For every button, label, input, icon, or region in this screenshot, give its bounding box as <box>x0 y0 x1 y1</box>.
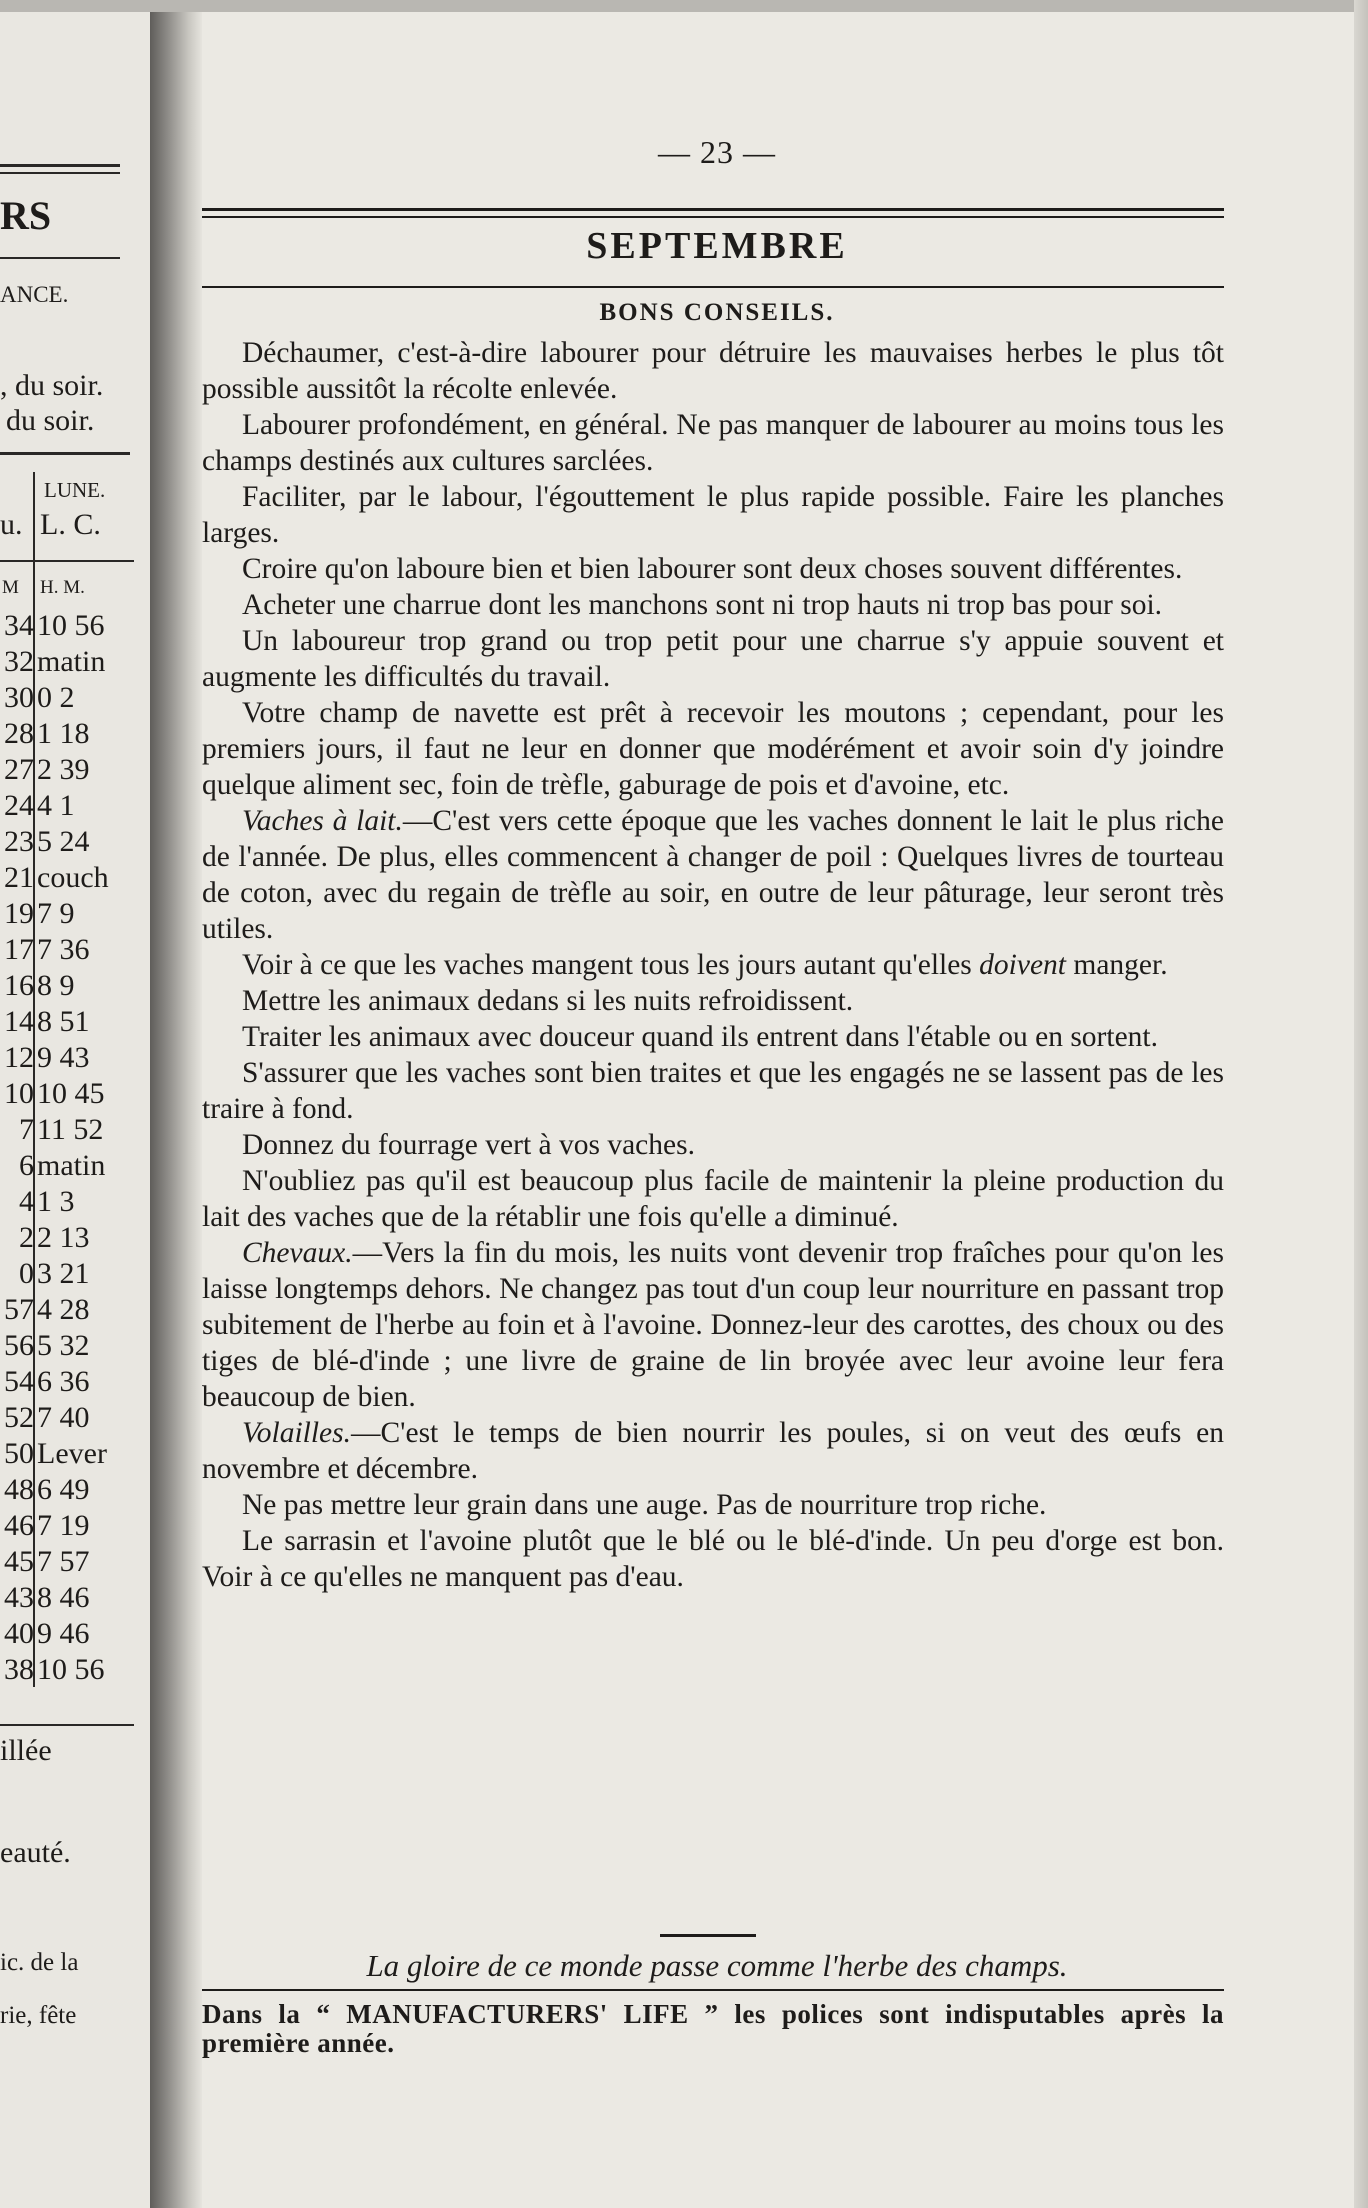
paragraph-text: Mettre les animaux dedans si les nuits refroidissent. <box>242 985 854 1017</box>
moon-table-row <box>0 1148 134 1184</box>
advice-paragraph <box>202 623 1224 695</box>
paragraph-text: Acheter une charrue dont les manchons sont ni trop hauts ni trop bas pour soi. <box>242 589 1163 621</box>
section-heading: BONS CONSEILS. <box>599 299 835 326</box>
moon-table-day-cell: 32 <box>4 645 34 678</box>
moon-table-time-cell: 7 36 <box>37 933 90 966</box>
left-col-sub-left: u. <box>0 508 23 541</box>
moon-table-row <box>0 1256 134 1292</box>
moon-table-day-cell: 48 <box>4 1473 34 1506</box>
moon-table-day-cell: 16 <box>4 969 34 1002</box>
moon-table-row <box>0 932 134 968</box>
moon-table-time-cell: 4 1 <box>37 789 75 822</box>
left-note-3: ic. de la <box>0 1949 79 1976</box>
left-sub-fragment: ANCE. <box>0 282 69 307</box>
title-rule-top-2 <box>202 216 1224 218</box>
paragraph-text: N'oubliez pas qu'il est beaucoup plus facile de maintenir la pleine production du lait des vaches que de la rétablir une fois qu'elle a diminué. <box>202 1165 1224 1233</box>
left-col-units-left: M <box>2 577 19 598</box>
moon-table-time-cell: 1 18 <box>37 717 90 750</box>
moon-table-time-cell: 6 49 <box>37 1473 90 1506</box>
page-number: — 23 — <box>658 134 776 170</box>
moon-table-time-cell: 4 28 <box>37 1293 90 1326</box>
moon-table-day-cell: 19 <box>4 897 34 930</box>
moon-table-day-cell: 14 <box>4 1005 34 1038</box>
moon-table-day-cell: 0 <box>19 1257 34 1290</box>
moon-table-row <box>0 824 134 860</box>
moon-table-row <box>0 1040 134 1076</box>
moon-table-time-cell: 2 39 <box>37 753 90 786</box>
moon-table-day-cell: 34 <box>4 609 34 642</box>
moon-table-day-cell: 24 <box>4 789 34 822</box>
moon-table-time-cell: 3 21 <box>37 1257 90 1290</box>
advice-paragraph <box>202 1415 1224 1487</box>
left-col-units-right: H. M. <box>40 577 85 598</box>
moon-table-time-cell: 11 52 <box>37 1113 104 1146</box>
advice-paragraph <box>202 983 1224 1019</box>
paragraph-text: Déchaumer, c'est-à-dire labourer pour détruire les mauvaises herbes le plus tôt possible aussitôt la récolte enlevée. <box>202 337 1224 405</box>
moon-table-row <box>0 1220 134 1256</box>
paragraph-text: S'assurer que les vaches sont bien traites et que les engagés ne se lassent pas de les traire à fond. <box>202 1057 1224 1125</box>
moon-table-row <box>0 1544 134 1580</box>
moon-table-time-cell: 2 13 <box>37 1221 90 1254</box>
paragraph-text: Traiter les animaux avec douceur quand ils entrent dans l'étable ou en sortent. <box>242 1021 1158 1053</box>
advice-paragraph <box>202 1055 1224 1127</box>
left-col-sub-right: L. C. <box>40 508 101 541</box>
paragraph-text: Donnez du fourrage vert à vos vaches. <box>242 1129 695 1161</box>
left-top-rule-2 <box>0 172 120 174</box>
paragraph-text: —Vers la fin du mois, les nuits vont devenir trop fraîches pour qu'on les laisse longtemps dehors. Ne changez pas tout d'un coup leur nourriture en passant trop subitement de l'herbe au foin et à l'avoine. Donnez-leur des carottes, des choux ou des tiges de blé-d'inde ; une livre de graine de lin broyée avec leur avoine leur fera beaucoup de bien. <box>202 1237 1224 1413</box>
title-rule-bottom <box>202 286 1224 288</box>
moon-table-time-cell: 1 3 <box>37 1185 75 1218</box>
advice-paragraph <box>202 587 1224 623</box>
paragraph-text: Le sarrasin et l'avoine plutôt que le blé ou le blé-d'inde. Un peu d'orge est bon. Voir à ce qu'elles ne manquent pas d'eau. <box>202 1525 1224 1593</box>
moon-table-time-cell: 8 46 <box>37 1581 90 1614</box>
moon-table-row <box>0 1184 134 1220</box>
footer-rule <box>202 1989 1224 1991</box>
paragraph-text: Faciliter, par le labour, l'égouttement le plus rapide possible. Faire les planches larges. <box>202 481 1224 549</box>
moon-table-row <box>0 788 134 824</box>
paragraph-text: Votre champ de navette est prêt à recevoir les moutons ; cependant, pour les premiers jours, il faut ne leur en donner que modérément et avoir soin d'y joindre quelque aliment sec, foin de trèfle, gaburage de pois et d'avoine, etc. <box>202 697 1224 801</box>
moon-table-day-cell: 21 <box>4 861 34 894</box>
motto: La gloire de ce monde passe comme l'herbe des champs. <box>366 1948 1068 1983</box>
moon-table-row <box>0 1364 134 1400</box>
moon-table-row <box>0 1472 134 1508</box>
moon-table-row <box>0 860 134 896</box>
paragraph-tail: manger. <box>1066 949 1168 981</box>
moon-table-row <box>0 752 134 788</box>
paragraph-text: Un laboureur trop grand ou trop petit pour une charrue s'y appuie souvent et augmente les difficultés du travail. <box>202 625 1224 693</box>
paragraph-lead: Chevaux. <box>242 1237 353 1269</box>
paragraph-lead: Vaches à lait. <box>242 805 403 837</box>
moon-table <box>0 608 134 1688</box>
moon-table-row <box>0 680 134 716</box>
advice-paragraph <box>202 803 1224 947</box>
moon-table-time-cell: 7 9 <box>37 897 75 930</box>
moon-table-day-cell: 4 <box>19 1185 34 1218</box>
advertisement-footer: Dans la “ MANUFACTURERS' LIFE ” les polices sont indisputables après la première année. <box>202 1999 1224 2058</box>
paragraph-text: Ne pas mettre leur grain dans une auge. Pas de nourriture trop riche. <box>242 1489 1047 1521</box>
advice-paragraph <box>202 479 1224 551</box>
book-gutter-shadow <box>150 12 202 2208</box>
title-rule-top <box>202 208 1224 211</box>
advice-paragraph <box>202 551 1224 587</box>
paragraph-lead: Volailles. <box>242 1417 351 1449</box>
moon-table-day-cell: 28 <box>4 717 34 750</box>
paragraph-text: Labourer profondément, en général. Ne pas manquer de labourer au moins tous les champs destinés aux cultures sarclées. <box>202 409 1224 477</box>
moon-table-row <box>0 1328 134 1364</box>
advice-body <box>202 335 1224 1595</box>
moon-table-day-cell: 50 <box>4 1437 34 1470</box>
moon-table-row <box>0 1400 134 1436</box>
moon-table-time-cell: 10 45 <box>37 1077 105 1110</box>
left-note-2: eauté. <box>0 1836 71 1869</box>
moon-table-time-cell: Lever <box>37 1437 107 1470</box>
moon-table-day-cell: 54 <box>4 1365 34 1398</box>
moon-table-day-cell: 43 <box>4 1581 34 1614</box>
moon-table-row <box>0 1436 134 1472</box>
left-line-2: du soir. <box>6 404 95 437</box>
left-col-rule <box>0 560 134 562</box>
moon-table-row <box>0 1004 134 1040</box>
moon-table-time-cell: 5 32 <box>37 1329 90 1362</box>
moon-table-day-cell: 46 <box>4 1509 34 1542</box>
moon-table-time-cell: 7 57 <box>37 1545 90 1578</box>
left-note-4: rie, fête <box>0 2002 77 2029</box>
paragraph-emphasis: doivent <box>979 949 1066 981</box>
moon-table-time-cell: 7 40 <box>37 1401 90 1434</box>
moon-table-row <box>0 716 134 752</box>
moon-table-row <box>0 1112 134 1148</box>
advice-paragraph <box>202 695 1224 803</box>
moon-table-day-cell: 10 <box>4 1077 34 1110</box>
advice-paragraph <box>202 947 1224 983</box>
moon-table-day-cell: 38 <box>4 1653 34 1686</box>
moon-table-day-cell: 17 <box>4 933 34 966</box>
left-bottom-rule <box>0 1724 134 1726</box>
moon-table-time-cell: 9 46 <box>37 1617 90 1650</box>
moon-table-row <box>0 608 134 644</box>
moon-table-row <box>0 896 134 932</box>
moon-table-day-cell: 56 <box>4 1329 34 1362</box>
moon-table-time-cell: 7 19 <box>37 1509 90 1542</box>
moon-table-time-cell: 0 2 <box>37 681 75 714</box>
moon-table-time-cell: matin <box>37 1149 106 1182</box>
moon-table-time-cell: 8 51 <box>37 1005 90 1038</box>
moon-table-time-cell: 10 56 <box>37 1653 105 1686</box>
left-note-1: illée <box>0 1734 52 1767</box>
moon-table-time-cell: matin <box>37 645 106 678</box>
moon-table-time-cell: 9 43 <box>37 1041 90 1074</box>
divider-rule <box>660 1934 756 1937</box>
moon-table-row <box>0 644 134 680</box>
paragraph-text: —C'est vers cette époque que les vaches donnent le lait le plus riche de l'année. De plus, elles commencent à changer de poil : Quelques livres de tourteau de coton, avec du regain de trèfle au soir, en outre de leur pâturage, leur seront très utiles. <box>202 805 1224 945</box>
moon-table-time-cell: 6 36 <box>37 1365 90 1398</box>
moon-table-row <box>0 1652 134 1688</box>
paragraph-text: Voir à ce que les vaches mangent tous les jours autant qu'elles <box>242 949 980 981</box>
moon-table-day-cell: 12 <box>4 1041 34 1074</box>
moon-table-time-cell: 8 9 <box>37 969 75 1002</box>
moon-table-time-cell: 10 56 <box>37 609 105 642</box>
moon-table-row <box>0 1616 134 1652</box>
moon-table-row <box>0 968 134 1004</box>
page-edge <box>1354 0 1368 2208</box>
moon-table-row <box>0 1580 134 1616</box>
paragraph-text: —C'est le temps de bien nourrir les poules, si on veut des œufs en novembre et décembre. <box>202 1417 1224 1485</box>
advice-paragraph <box>202 407 1224 479</box>
moon-table-time-cell: 5 24 <box>37 825 90 858</box>
left-page-fragment <box>0 12 150 2208</box>
moon-table-row <box>0 1292 134 1328</box>
advice-paragraph <box>202 1487 1224 1523</box>
moon-table-day-cell: 45 <box>4 1545 34 1578</box>
advice-paragraph <box>202 1127 1224 1163</box>
moon-table-day-cell: 30 <box>4 681 34 714</box>
page-title: SEPTEMBRE <box>586 225 848 267</box>
left-top-rule <box>0 164 120 167</box>
left-col-heading: LUNE. <box>44 478 106 502</box>
advice-paragraph <box>202 335 1224 407</box>
advice-paragraph <box>202 1163 1224 1235</box>
moon-table-day-cell: 23 <box>4 825 34 858</box>
moon-table-day-cell: 6 <box>19 1149 34 1182</box>
left-line-1: , du soir. <box>0 369 104 402</box>
paragraph-text: Croire qu'on laboure bien et bien labourer sont deux choses souvent différentes. <box>242 553 1183 585</box>
moon-table-row <box>0 1076 134 1112</box>
moon-table-day-cell: 7 <box>19 1113 34 1146</box>
moon-table-time-cell: couch <box>37 861 109 894</box>
left-heading-rule <box>0 257 120 259</box>
moon-table-day-cell: 52 <box>4 1401 34 1434</box>
moon-table-day-cell: 27 <box>4 753 34 786</box>
moon-table-row <box>0 1508 134 1544</box>
moon-table-day-cell: 40 <box>4 1617 34 1650</box>
advice-paragraph <box>202 1019 1224 1055</box>
moon-table-day-cell: 57 <box>4 1293 34 1326</box>
advice-paragraph <box>202 1235 1224 1415</box>
moon-table-day-cell: 2 <box>19 1221 34 1254</box>
left-heading-fragment: RS <box>0 193 52 238</box>
advice-paragraph <box>202 1523 1224 1595</box>
left-table-rule <box>0 452 130 455</box>
